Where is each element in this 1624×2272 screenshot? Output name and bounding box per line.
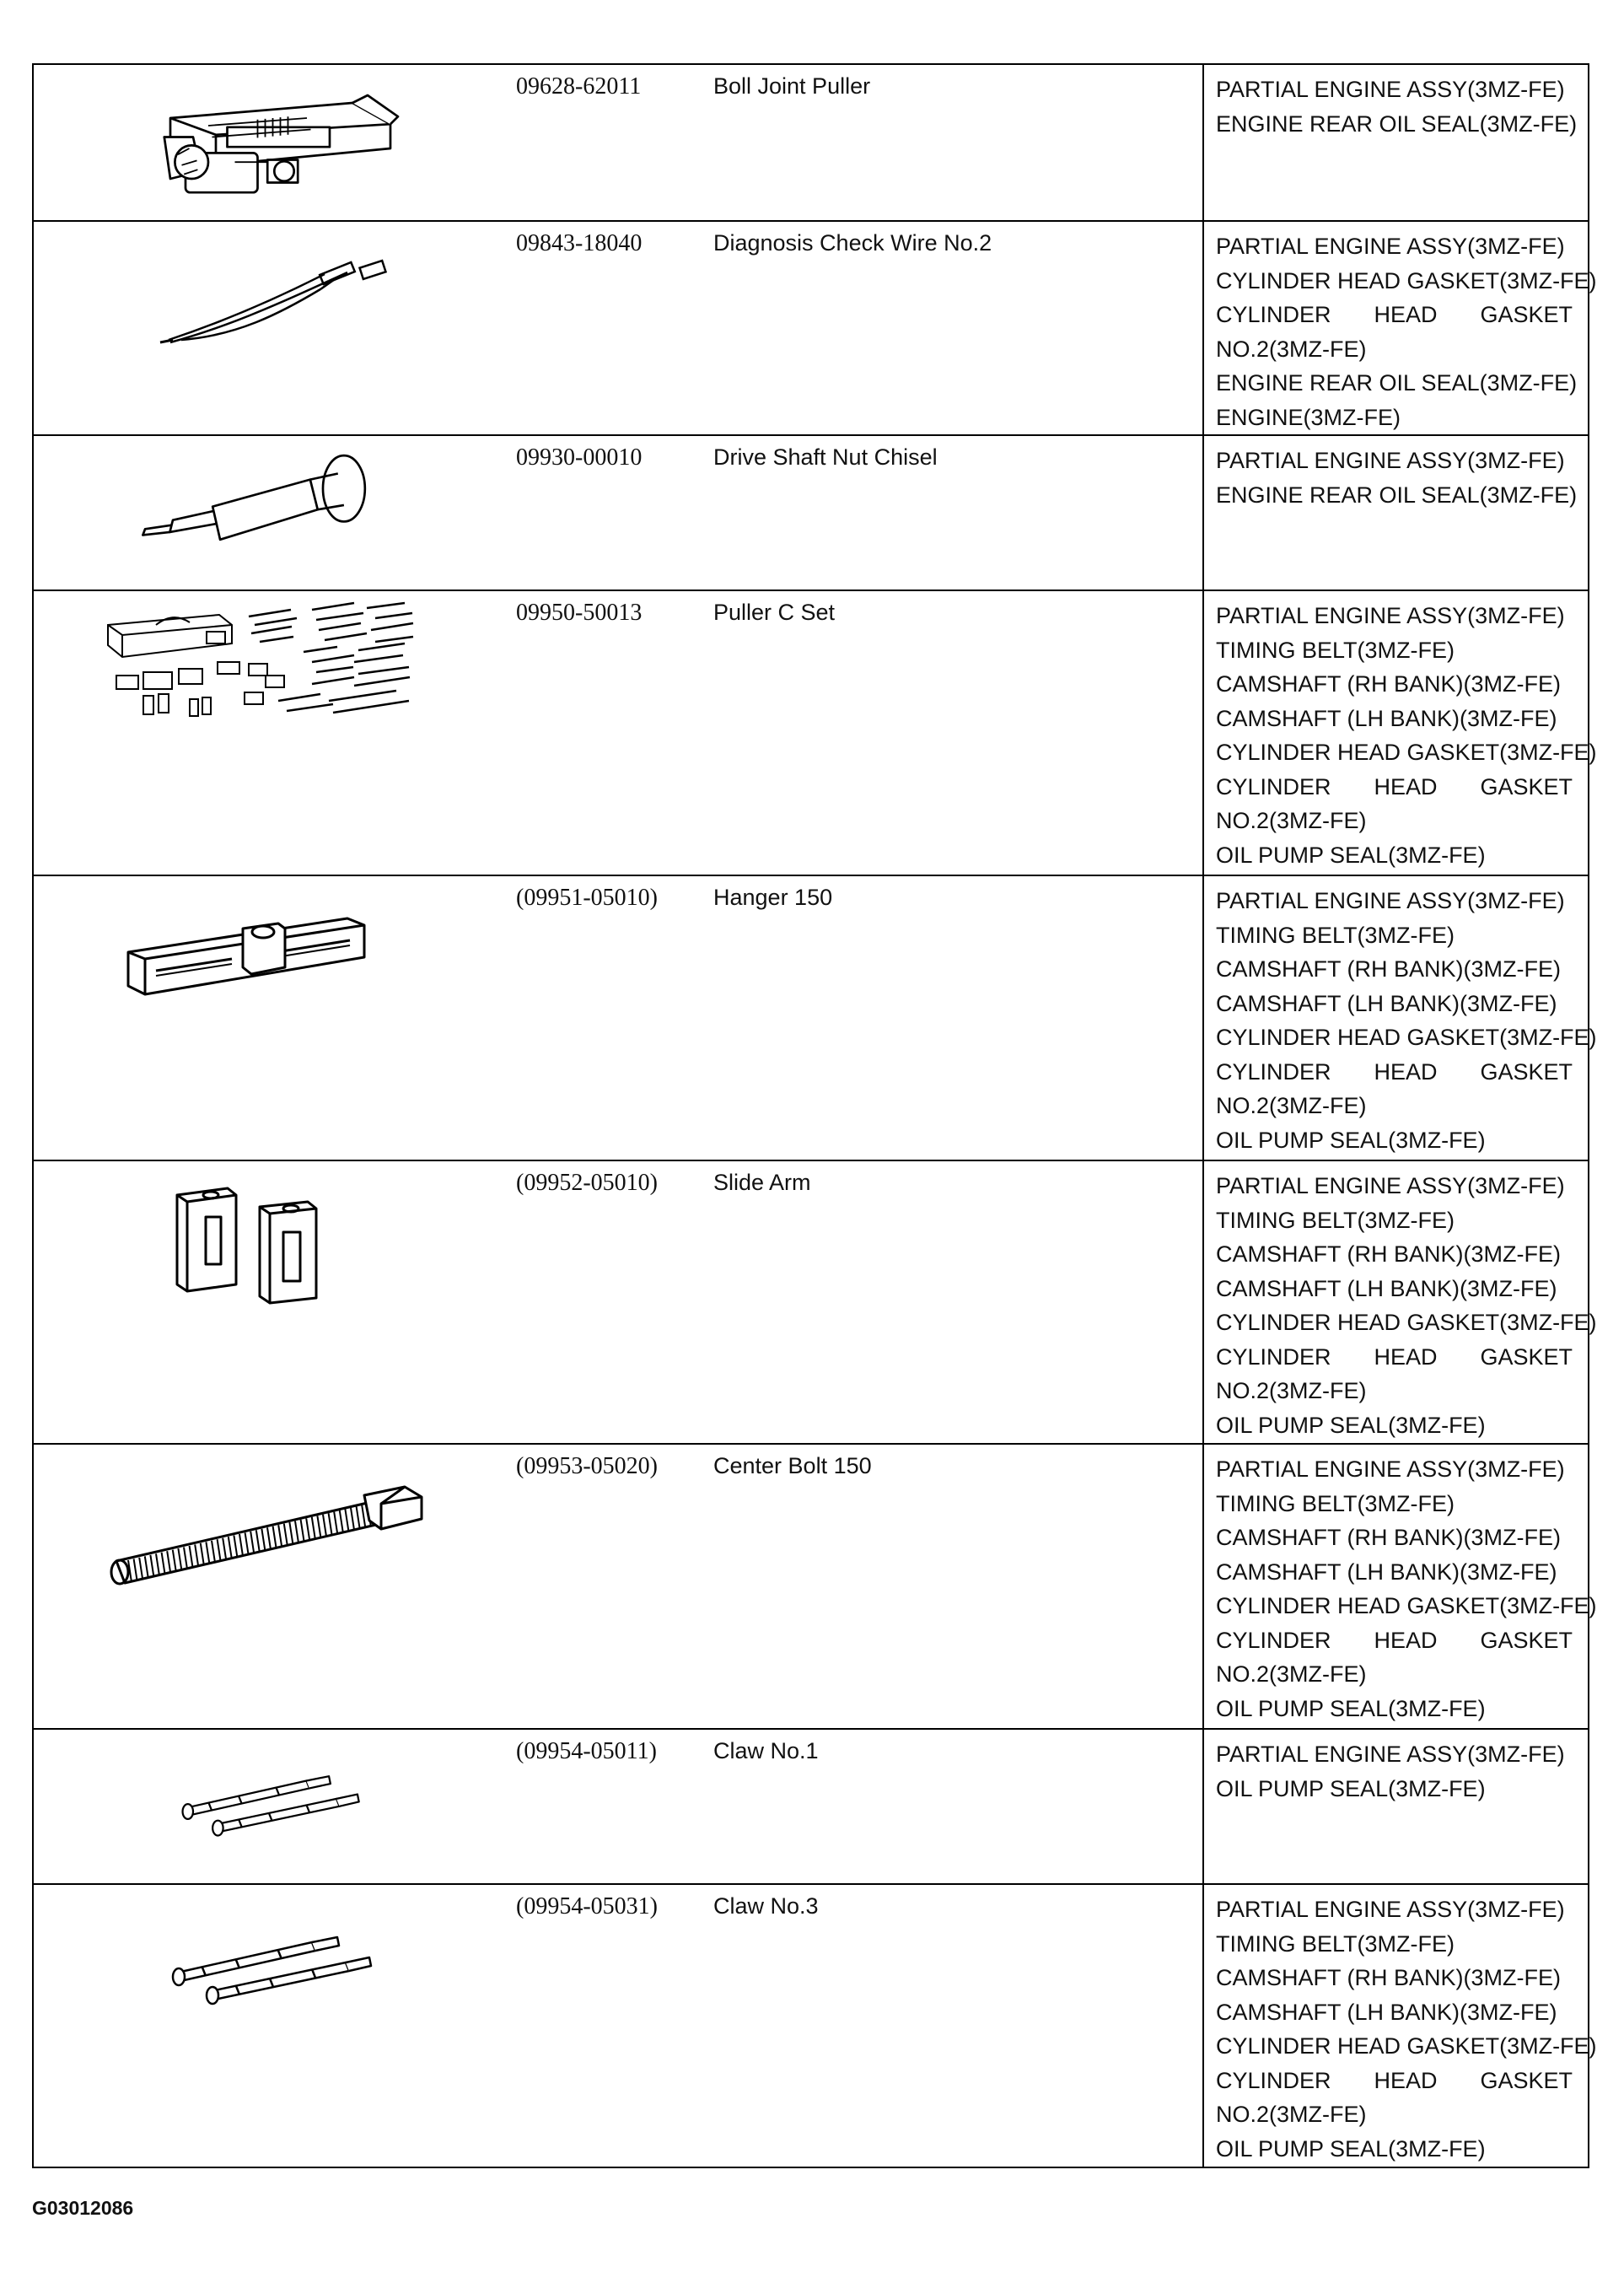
tool-illustration-cell xyxy=(33,590,489,875)
tool-name: Center Bolt 150 xyxy=(710,1444,1203,1729)
applicable-procedures xyxy=(1203,221,1597,435)
tool-illustration-cell xyxy=(33,1160,489,1444)
procedure-item: CAMSHAFT (LH BANK)(3MZ-FE) xyxy=(1216,1275,1557,1301)
tool-row xyxy=(33,1160,1589,1444)
part-number: (09951-05010) xyxy=(489,875,710,1160)
procedure-item: PARTIAL ENGINE ASSY(3MZ-FE) xyxy=(1216,888,1565,913)
figure-code: G03012086 xyxy=(32,2197,134,2219)
procedure-item: PARTIAL ENGINE ASSY(3MZ-FE) xyxy=(1216,1456,1565,1482)
applicable-procedures xyxy=(1203,1729,1589,1884)
claw-icon xyxy=(34,1885,489,2054)
procedure-item: PARTIAL ENGINE ASSY(3MZ-FE) xyxy=(1216,77,1565,102)
procedure-item: CYLINDER HEAD GASKET(3MZ-FE) xyxy=(1216,1310,1597,1335)
tool-name: Puller C Set xyxy=(710,590,1203,875)
procedure-item: OIL PUMP SEAL(3MZ-FE) xyxy=(1216,1695,1486,1721)
tool-row xyxy=(33,1884,1589,2167)
tool-illustration-cell xyxy=(33,435,489,590)
tool-name: Slide Arm xyxy=(710,1160,1203,1444)
applicable-procedures xyxy=(1203,1884,1597,2167)
tool-illustration-cell xyxy=(33,1884,489,2167)
tool-name: Diagnosis Check Wire No.2 xyxy=(710,221,1203,435)
procedure-item: CAMSHAFT (RH BANK)(3MZ-FE) xyxy=(1216,956,1561,982)
slide-arm-icon xyxy=(34,1161,489,1330)
procedure-item: CYLINDER HEAD GASKET(3MZ-FE) xyxy=(1216,267,1597,293)
tool-row xyxy=(33,221,1589,435)
tool-row xyxy=(33,64,1589,221)
tool-name: Hanger 150 xyxy=(710,875,1203,1160)
procedure-item: PARTIAL ENGINE ASSY(3MZ-FE) xyxy=(1216,1173,1565,1198)
part-number: 09628-62011 xyxy=(489,64,710,221)
check-wire-icon xyxy=(34,222,489,390)
procedure-item: NO.2(3MZ-FE) xyxy=(1216,1093,1367,1118)
procedure-item: CYLINDER HEAD GASKET xyxy=(1216,2067,1573,2093)
procedure-item: CYLINDER HEAD GASKET xyxy=(1216,1627,1573,1653)
procedure-item: OIL PUMP SEAL(3MZ-FE) xyxy=(1216,1127,1486,1153)
tool-row xyxy=(33,875,1589,1160)
procedure-item: CYLINDER HEAD GASKET(3MZ-FE) xyxy=(1216,2033,1597,2059)
tool-name: Claw No.1 xyxy=(710,1729,1203,1884)
part-number: (09952-05010) xyxy=(489,1160,710,1444)
procedure-item: CYLINDER HEAD GASKET(3MZ-FE) xyxy=(1216,1025,1597,1050)
procedure-item: PARTIAL ENGINE ASSY(3MZ-FE) xyxy=(1216,603,1565,628)
procedure-item: CAMSHAFT (LH BANK)(3MZ-FE) xyxy=(1216,990,1557,1016)
procedure-item: CAMSHAFT (LH BANK)(3MZ-FE) xyxy=(1216,1999,1557,2025)
hanger-icon xyxy=(34,876,489,1045)
part-number: (09954-05011) xyxy=(489,1729,710,1884)
procedure-item: PARTIAL ENGINE ASSY(3MZ-FE) xyxy=(1216,1742,1565,1767)
procedure-item: CAMSHAFT (LH BANK)(3MZ-FE) xyxy=(1216,705,1557,731)
procedure-item: TIMING BELT(3MZ-FE) xyxy=(1216,1490,1455,1516)
tool-name: Drive Shaft Nut Chisel xyxy=(710,435,1203,590)
tool-illustration-cell xyxy=(33,221,489,435)
procedure-item: PARTIAL ENGINE ASSY(3MZ-FE) xyxy=(1216,448,1565,473)
ball-joint-puller-icon xyxy=(34,65,489,217)
tool-row xyxy=(33,590,1589,875)
applicable-procedures xyxy=(1203,590,1597,875)
special-tools-table xyxy=(32,63,1597,2168)
tool-name: Boll Joint Puller xyxy=(710,64,1203,221)
procedure-item: CAMSHAFT (RH BANK)(3MZ-FE) xyxy=(1216,671,1561,697)
tool-row xyxy=(33,1729,1589,1884)
procedure-item: NO.2(3MZ-FE) xyxy=(1216,1378,1367,1403)
procedure-item: ENGINE REAR OIL SEAL(3MZ-FE) xyxy=(1216,110,1578,137)
procedure-item: CAMSHAFT (RH BANK)(3MZ-FE) xyxy=(1216,1965,1561,1990)
procedure-item: TIMING BELT(3MZ-FE) xyxy=(1216,1930,1455,1957)
procedure-item: CYLINDER HEAD GASKET(3MZ-FE) xyxy=(1216,740,1597,765)
part-number: 09950-50013 xyxy=(489,590,710,875)
procedure-item: CYLINDER HEAD GASKET xyxy=(1216,1343,1573,1370)
part-number: (09954-05031) xyxy=(489,1884,710,2167)
tool-name: Claw No.3 xyxy=(710,1884,1203,2167)
procedure-item: NO.2(3MZ-FE) xyxy=(1216,1661,1367,1687)
procedure-item: TIMING BELT(3MZ-FE) xyxy=(1216,1207,1455,1233)
chisel-icon xyxy=(34,436,489,586)
puller-set-icon xyxy=(34,591,489,760)
procedure-item: ENGINE REAR OIL SEAL(3MZ-FE) xyxy=(1216,370,1578,396)
procedure-item: ENGINE REAR OIL SEAL(3MZ-FE) xyxy=(1216,482,1578,508)
applicable-procedures xyxy=(1203,875,1597,1160)
tool-row xyxy=(33,435,1589,590)
procedure-item: CYLINDER HEAD GASKET(3MZ-FE) xyxy=(1216,1593,1597,1618)
procedure-item: ENGINE(3MZ-FE) xyxy=(1216,404,1401,430)
part-number: 09930-00010 xyxy=(489,435,710,590)
applicable-procedures xyxy=(1203,1444,1597,1729)
procedure-item: OIL PUMP SEAL(3MZ-FE) xyxy=(1216,2135,1486,2162)
center-bolt-icon xyxy=(34,1445,489,1613)
tool-illustration-cell xyxy=(33,1444,489,1729)
procedure-item: OIL PUMP SEAL(3MZ-FE) xyxy=(1216,842,1486,868)
part-number: 09843-18040 xyxy=(489,221,710,435)
procedure-item: CYLINDER HEAD GASKET xyxy=(1216,302,1573,327)
applicable-procedures xyxy=(1203,1160,1597,1444)
applicable-procedures xyxy=(1203,64,1589,221)
procedure-item: PARTIAL ENGINE ASSY(3MZ-FE) xyxy=(1216,234,1565,259)
procedure-item: CAMSHAFT (LH BANK)(3MZ-FE) xyxy=(1216,1559,1557,1585)
tool-illustration-cell xyxy=(33,875,489,1160)
tool-row xyxy=(33,1444,1589,1729)
procedure-item: CAMSHAFT (RH BANK)(3MZ-FE) xyxy=(1216,1241,1561,1267)
tool-illustration-cell xyxy=(33,64,489,221)
procedure-item: OIL PUMP SEAL(3MZ-FE) xyxy=(1216,1775,1486,1801)
applicable-procedures xyxy=(1203,435,1589,590)
procedure-item: TIMING BELT(3MZ-FE) xyxy=(1216,637,1455,663)
tool-illustration-cell xyxy=(33,1729,489,1884)
procedure-item: CAMSHAFT (RH BANK)(3MZ-FE) xyxy=(1216,1525,1561,1550)
part-number: (09953-05020) xyxy=(489,1444,710,1729)
procedure-item: NO.2(3MZ-FE) xyxy=(1216,336,1367,362)
claw-icon xyxy=(34,1730,489,1880)
procedure-item: PARTIAL ENGINE ASSY(3MZ-FE) xyxy=(1216,1897,1565,1922)
procedure-item: CYLINDER HEAD GASKET xyxy=(1216,1058,1573,1085)
procedure-item: NO.2(3MZ-FE) xyxy=(1216,2102,1367,2127)
procedure-item: TIMING BELT(3MZ-FE) xyxy=(1216,922,1455,948)
procedure-item: NO.2(3MZ-FE) xyxy=(1216,808,1367,833)
procedure-item: OIL PUMP SEAL(3MZ-FE) xyxy=(1216,1412,1486,1438)
procedure-item: CYLINDER HEAD GASKET xyxy=(1216,773,1573,800)
